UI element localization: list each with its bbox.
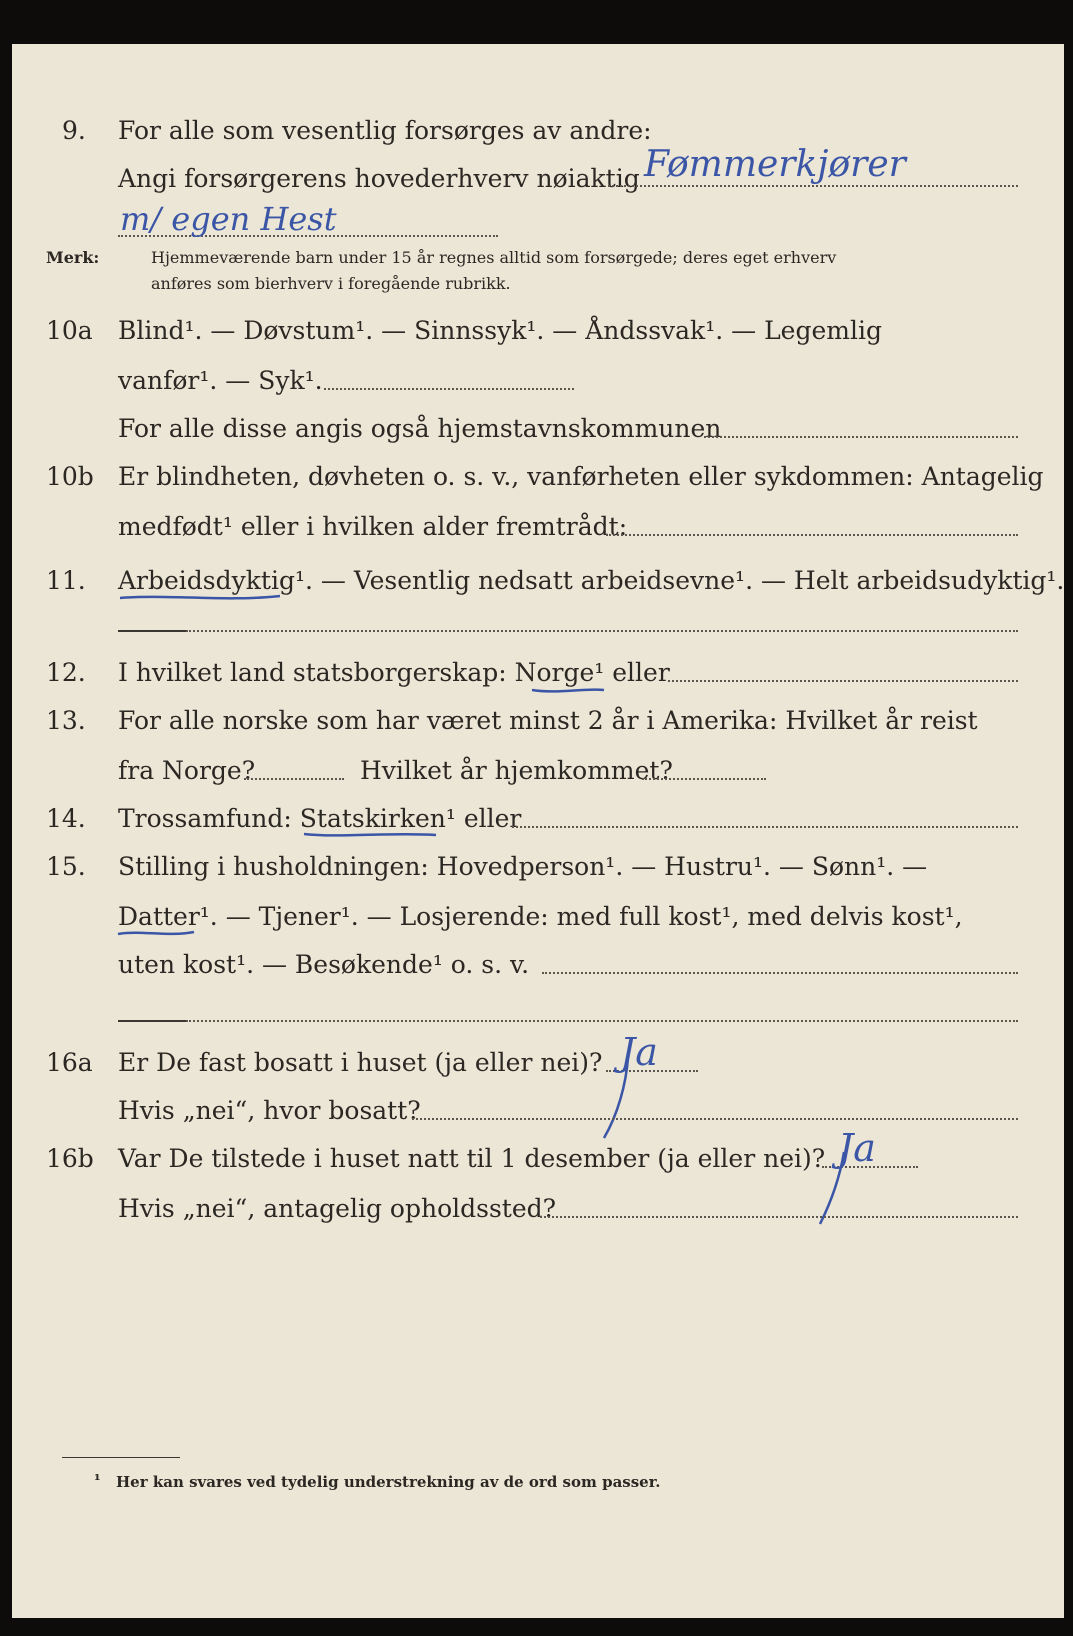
- q16b-line1: Var De tilstede i huset natt til 1 desember (ja eller nei)?: [118, 1144, 826, 1173]
- q14-number: 14.: [46, 804, 86, 833]
- q10b-number: 10b: [46, 462, 94, 491]
- q16b-number: 16b: [46, 1144, 94, 1173]
- q14-answer-line: [512, 826, 1018, 828]
- q15-line2: Datter¹. — Tjener¹. — Losjerende: med full kost¹, med delvis kost¹,: [118, 902, 963, 931]
- footnote-marker: ¹: [94, 1471, 101, 1489]
- q16a-handwritten-answer: Ja: [620, 1030, 658, 1074]
- q9-handwritten-answer-2: m/ egen Hest: [120, 200, 337, 238]
- q15-line3: uten kost¹. — Besøkende¹ o. s. v.: [118, 950, 530, 979]
- q13-line2a: fra Norge?: [118, 756, 256, 785]
- q15-number: 15.: [46, 852, 86, 881]
- q9-answer-line: [608, 185, 1018, 187]
- q16a-line2: Hvis „nei“, hvor bosatt?: [118, 1096, 421, 1125]
- q11-handwritten-underline: [116, 590, 286, 604]
- census-form-page: [12, 44, 1064, 1618]
- q15-short-rule: [118, 1020, 186, 1022]
- q16b-line2: Hvis „nei“, antagelig opholdssted?: [118, 1194, 557, 1223]
- q15-answer-line-2: [186, 1020, 1018, 1022]
- footnote-text: Her kan svares ved tydelig understrekning av de ord som passer.: [116, 1473, 661, 1491]
- q10b-answer-line: [606, 534, 1018, 536]
- q10a-number: 10a: [46, 316, 93, 345]
- q9-number: 9.: [62, 116, 86, 145]
- q10a-line3: For alle disse angis også hjemstavnskommunen: [118, 414, 722, 443]
- q10a-line2: vanfør¹. — Syk¹.: [118, 366, 323, 395]
- q16b-handwritten-answer: Ja: [838, 1126, 876, 1170]
- merk-label: Merk:: [46, 248, 100, 267]
- q11-answer-line: [186, 630, 1018, 632]
- q13-reist-line: [244, 778, 344, 780]
- merk-line1: Hjemmeværende barn under 15 år regnes alltid som forsørgede; deres eget erhverv: [151, 248, 837, 267]
- q12-line1: I hvilket land statsborgerskap: Norge¹ eller: [118, 658, 670, 687]
- q11-line1: Arbeidsdyktig¹. — Vesentlig nedsatt arbeidsevne¹. — Helt arbeidsudyktig¹.: [118, 566, 1065, 595]
- q10a-line1: Blind¹. — Døvstum¹. — Sinnssyk¹. — Åndssvak¹. — Legemlig: [118, 316, 882, 345]
- q15-line1: Stilling i husholdningen: Hovedperson¹. — Hustru¹. — Sønn¹. —: [118, 852, 928, 881]
- merk-line2: anføres som bierhverv i foregående rubrikk.: [151, 274, 511, 293]
- q10a-kommune-line: [704, 436, 1018, 438]
- q10b-line1: Er blindheten, døvheten o. s. v., vanførheten eller sykdommen: Antagelig: [118, 462, 1044, 491]
- q13-line1: For alle norske som har været minst 2 år i Amerika: Hvilket år reist: [118, 706, 978, 735]
- q16a-bosatt-line: [412, 1118, 1018, 1120]
- q13-number: 13.: [46, 706, 86, 735]
- q10b-line2: medfødt¹ eller i hvilken alder fremtrådt:: [118, 512, 628, 541]
- q9-line2: Angi forsørgerens hovederhverv nøiaktig: [118, 164, 640, 193]
- q16a-line1: Er De fast bosatt i huset (ja eller nei)?: [118, 1048, 603, 1077]
- q11-short-rule: [118, 630, 186, 632]
- q12-answer-line: [668, 680, 1018, 682]
- q15-handwritten-underline: [114, 926, 198, 940]
- q12-handwritten-underline: [528, 684, 608, 696]
- q14-line1: Trossamfund: Statskirken¹ eller: [118, 804, 522, 833]
- q12-number: 12.: [46, 658, 86, 687]
- q16a-handwritten-stroke: [598, 1054, 638, 1144]
- q14-handwritten-underline: [300, 828, 440, 842]
- q15-answer-line: [542, 972, 1018, 974]
- q16a-number: 16a: [46, 1048, 93, 1077]
- footnote-rule: [62, 1457, 180, 1458]
- q16b-opholdssted-line: [540, 1216, 1018, 1218]
- q9-handwritten-answer-1: Fømmerkjører: [644, 144, 906, 185]
- q10a-syk-line: [324, 388, 574, 390]
- q9-line1: For alle som vesentlig forsørges av andre:: [118, 116, 652, 145]
- q11-number: 11.: [46, 566, 86, 595]
- q13-hjemkommet-line: [642, 778, 766, 780]
- q13-line2b: Hvilket år hjemkommet?: [360, 756, 673, 785]
